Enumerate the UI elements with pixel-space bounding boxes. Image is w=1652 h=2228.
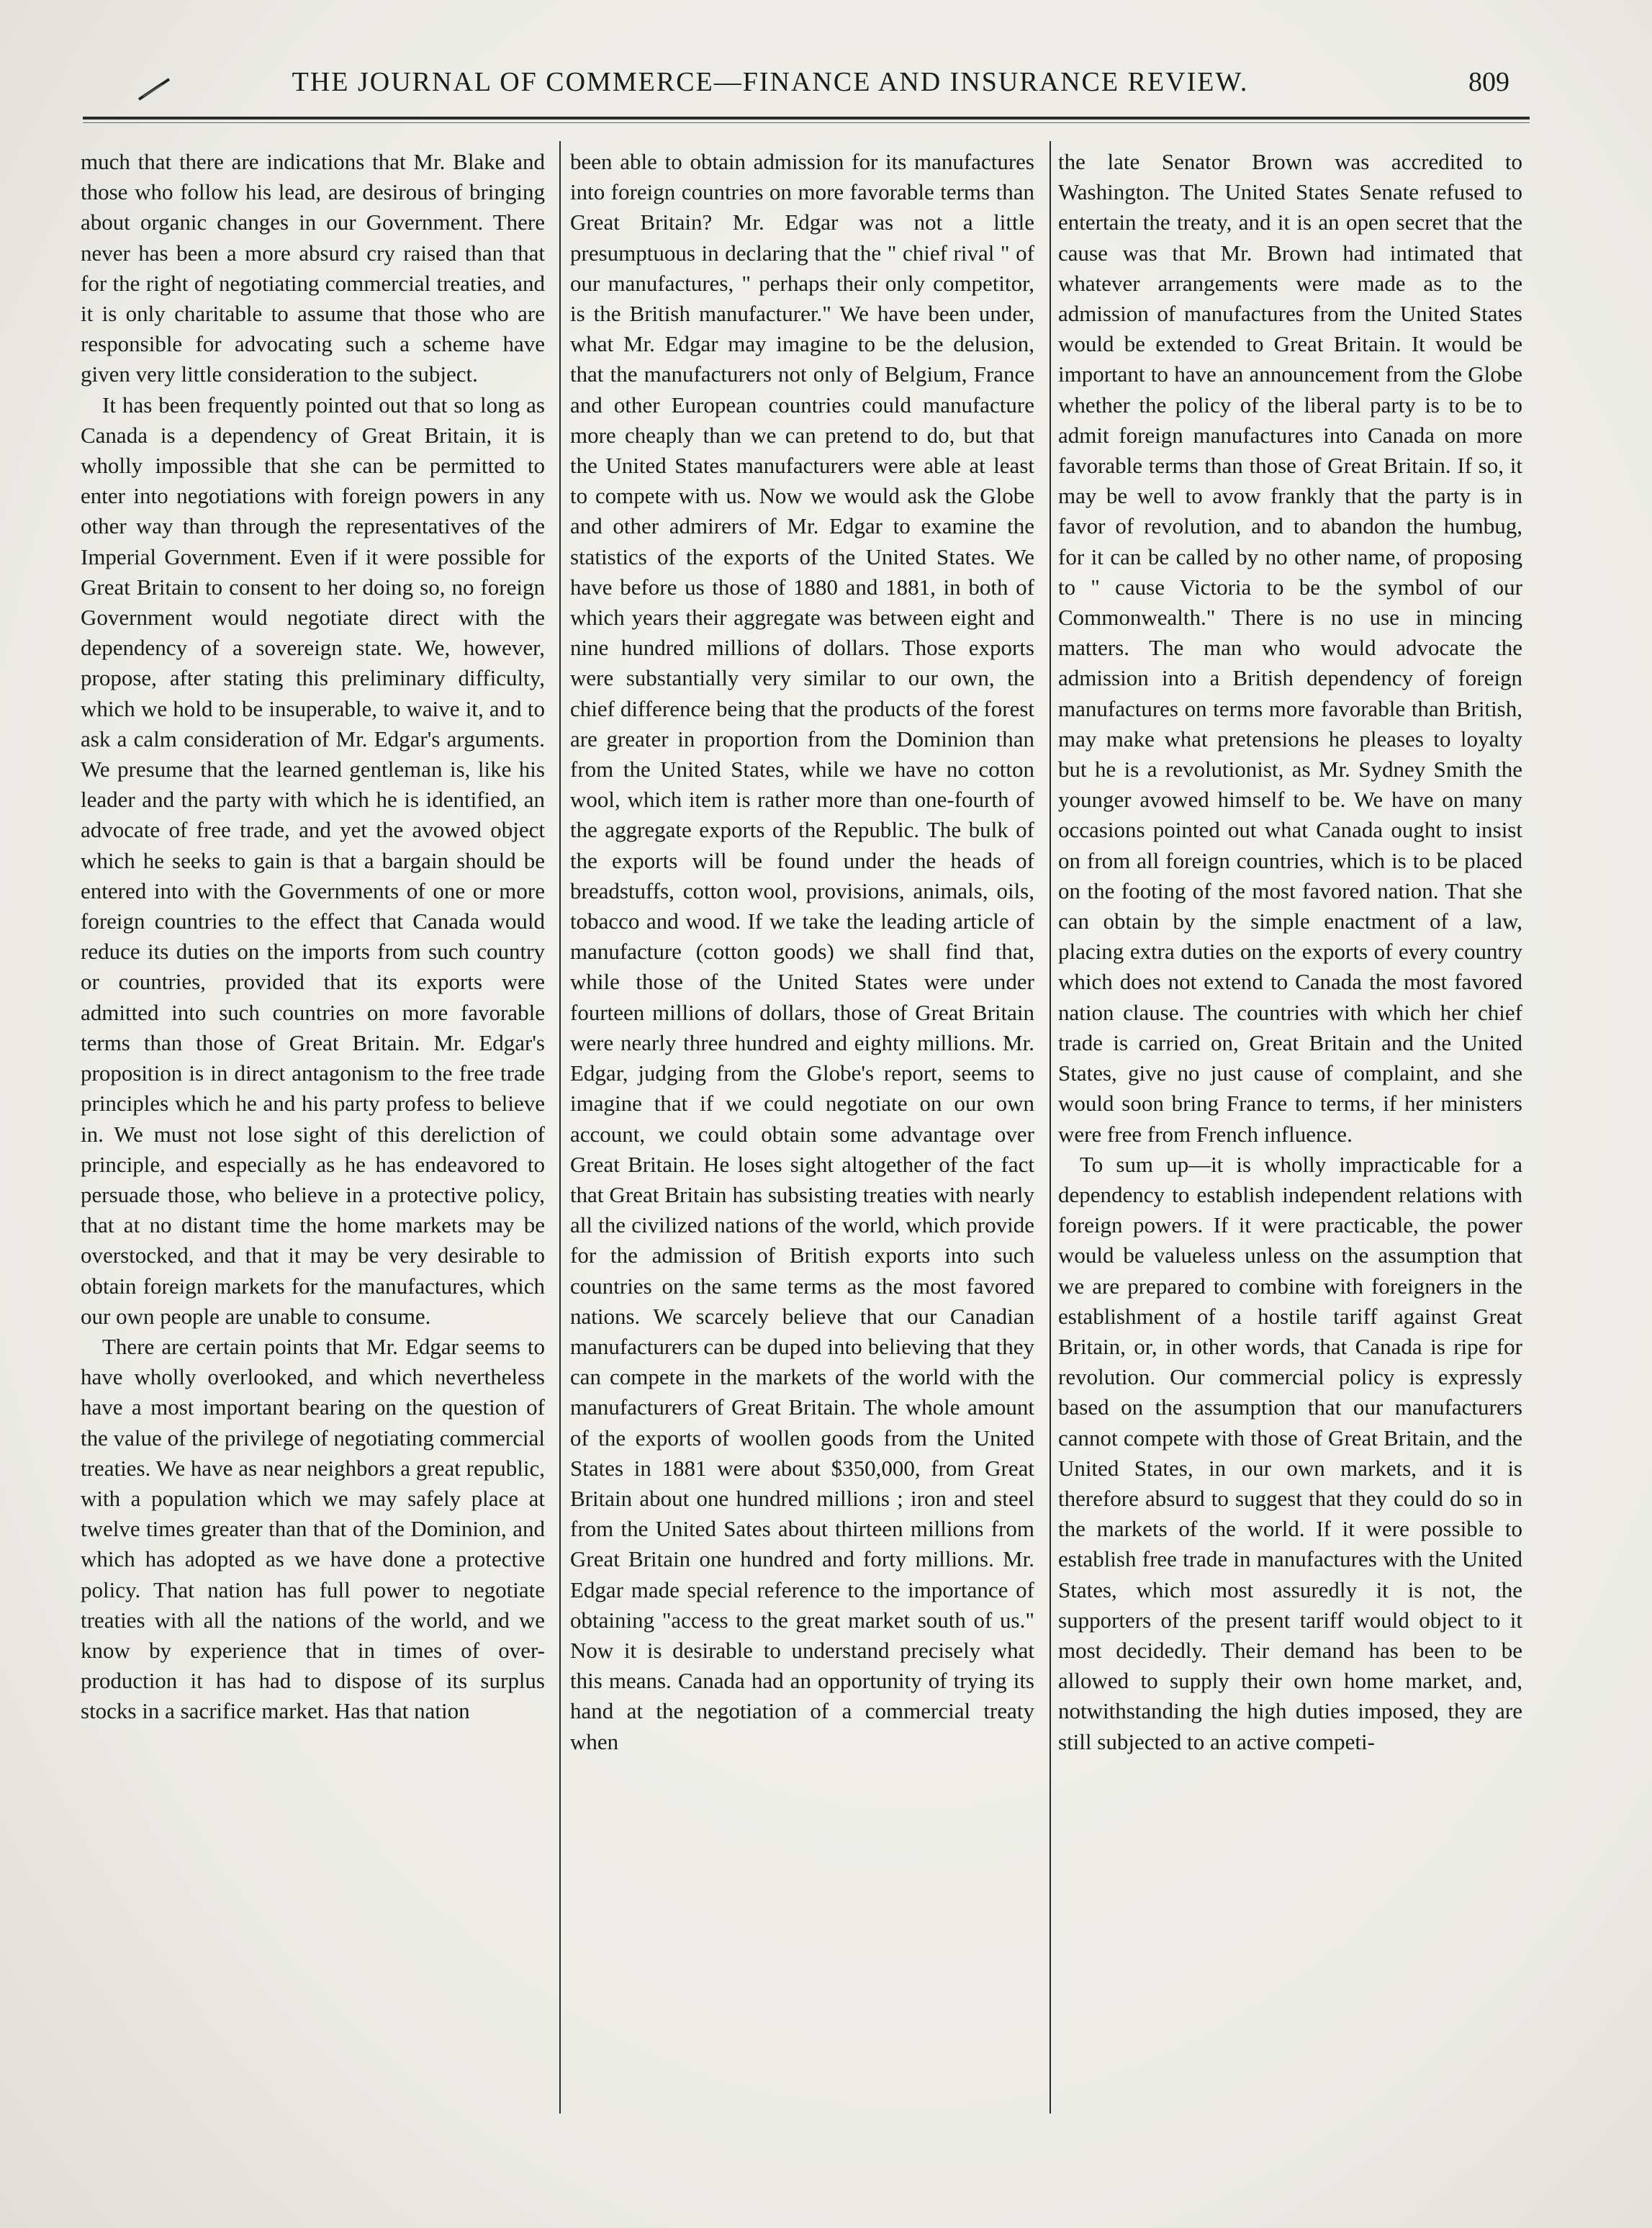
column-2 bbox=[570, 147, 1034, 1757]
paragraph: To sum up—it is wholly impracticable for a dependency to establish independent relations with foreign powers. If it were practicable, the power would be valueless unless on the assumption that we are prepared to combine with foreigners in the establishment of a hostile tariff against Great Britain, or, in other words, that Canada is ripe for revolution. Our commercial policy is expressly based on the assumption that our manufacturers cannot compete with those of Great Britain, and the United States, in our own markets, and it is therefore absurd to suggest that they could do so in the markets of the world. If it were possible to establish free trade in manufactures with the United States, which most assuredly it is not, the supporters of the present tariff would object to it most decidedly. Their demand has been to be allowed to supply their own home market, and, notwithstanding the high duties imposed, they are still subjected to an active competi- bbox=[1058, 1151, 1522, 1754]
paragraph: the late Senator Brown was accredited to Washington. The United States Senate refused to entertain the treaty, and it is an open secret that the cause was that Mr. Brown had intimated that whatever arrangements were made as to the admission of manufactures from the United States would be extended to Great Britain. It would be important to have an announcement from the Globe whether the policy of the liberal party is to be to admit foreign manufactures into Canada on more favorable terms than those of Great Britain. If so, it may be well to avow frankly that the party is in favor of revolution, and to abandon the humbug, for it can be called by no other name, of proposing to " cause Victoria to be the symbol of our Commonwealth." There is no use in mincing matters. The man who would advocate the admission into a British dependency of foreign manufactures on terms more favorable than British, may make what pretensions he pleases to loyalty but he is a revolutionist, as Mr. Sydney Smith the younger avowed himself to be. We have on many occasions pointed out what Canada ought to insist on from all foreign countries, which is to be placed on the footing of the most favored nation. That she can obtain by the simple enactment of a law, placing extra duties on the exports of every country which does not extend to Canada the most favored nation clause. The countries with which her chief trade is carried on, Great Britain and the United States, give no just cause of complaint, and she would soon bring France to terms, if her ministers were free from French influence. bbox=[1058, 149, 1522, 1147]
journal-header-title: THE JOURNAL OF COMMERCE—FINANCE AND INSURANCE REVIEW. bbox=[292, 67, 1249, 97]
column-divider-2 bbox=[1050, 141, 1051, 2114]
page-number: 809 bbox=[1468, 67, 1509, 97]
column-1 bbox=[81, 147, 545, 1727]
column-3 bbox=[1058, 147, 1522, 1757]
paragraph: It has been frequently pointed out that so long as Canada is a dependency of Great Britain, it is wholly impossible that she can be permitted to enter into negotiations with foreign powers in any other way than through the representatives of the Imperial Government. Even if it were possible for Great Britain to consent to her doing so, no foreign Government would negotiate direct with the dependency of a sovereign state. We, however, propose, after stating this preliminary difficulty, which we hold to be insuperable, to waive it, and to ask a calm consideration of Mr. Edgar's arguments. We presume that the learned gentleman is, like his leader and the party with which he is identified, an advocate of free trade, and yet the avowed object which he seeks to gain is that a bargain should be entered into with the Governments of one or more foreign countries to the effect that Canada would reduce its duties on the imports from such country or countries, provided that its exports were admitted into such countries on more favorable terms than those of Great Britain. Mr. Edgar's proposition is in direct antagonism to the free trade principles which he and his party profess to believe in. We must not lose sight of this dereliction of principle, and especially as he has endeavored to persuade those, who believe in a protective policy, that at no distant time the home markets may be overstocked, and that it may be very desirable to obtain foreign markets for the manufactures, which our own people are unable to consume. bbox=[81, 392, 545, 1329]
paragraph: There are certain points that Mr. Edgar seems to have wholly overlooked, and which nevertheless have a most important bearing on the question of the value of the privilege of negotiating commercial treaties. We have as near neighbors a great republic, with a population which we may safely place at twelve times greater than that of the Dominion, and which has adopted as we have done a protective policy. That nation has full power to negotiate treaties with all the nations of the world, and we know by experience that in times of over-production it has had to dispose of its surplus stocks in a sacrifice market. Has that nation bbox=[81, 1333, 545, 1724]
paragraph: much that there are indications that Mr. Blake and those who follow his lead, are desirous of bringing about organic changes in our Government. There never has been a more absurd cry raised than that for the right of negotiating commercial treaties, and it is only charitable to assume that those who are responsible for advocating such a scheme have given very little consideration to the subject. bbox=[81, 149, 545, 387]
column-divider-1 bbox=[559, 141, 561, 2114]
pen-mark-icon bbox=[133, 75, 176, 104]
header-rule bbox=[83, 117, 1530, 119]
paragraph: been able to obtain admission for its manufactures into foreign countries on more favorable terms than Great Britain? Mr. Edgar was not a little presumptuous in declaring that the " chief rival " of our manufactures, " perhaps their only competitor, is the British manufacturer." We have been under, what Mr. Edgar may imagine to be the delusion, that the manufacturers not only of Belgium, France and other European countries could manufacture more cheaply than we can pretend to do, but that the United States manufacturers were able at least to compete with us. Now we would ask the Globe and other admirers of Mr. Edgar to examine the statistics of the exports of the United States. We have before us those of 1880 and 1881, in both of which years their aggregate was between eight and nine hundred millions of dollars. Those exports were substantially very similar to our own, the chief difference being that the products of the forest are greater in proportion from the Dominion than from the United States, while we have no cotton wool, which item is rather more than one-fourth of the aggregate exports of the Republic. The bulk of the exports will be found under the heads of breadstuffs, cotton wool, provisions, animals, oils, tobacco and wood. If we take the leading article of manufacture (cotton goods) we shall find that, while those of the United States were under fourteen millions of dollars, those of Great Britain were nearly three hundred and eighty millions. Mr. Edgar, judging from the Globe's report, seems to imagine that if we could negotiate on our own account, we could obtain some advantage over Great Britain. He loses sight altogether of the fact that Great Britain has subsisting treaties with nearly all the civilized nations of the world, which provide for the admission of British exports into such countries on the same terms as the most favored nations. We scarcely believe that our Canadian manufacturers can be duped into believing that they can compete in the markets of the world with the manufacturers of Great Britain. The whole amount of the exports of woollen goods from the United States in 1881 were about $350,000, from Great Britain about one hundred millions ; iron and steel from the United Sates about thirteen millions from Great Britain one hundred and forty millions. Mr. Edgar made special reference to the importance of obtaining "access to the great market south of us." Now it is desirable to understand precisely what this means. Canada had an opportunity of trying its hand at the negotiation of a commercial treaty when bbox=[570, 149, 1034, 1754]
header-rule-thin bbox=[83, 122, 1530, 123]
